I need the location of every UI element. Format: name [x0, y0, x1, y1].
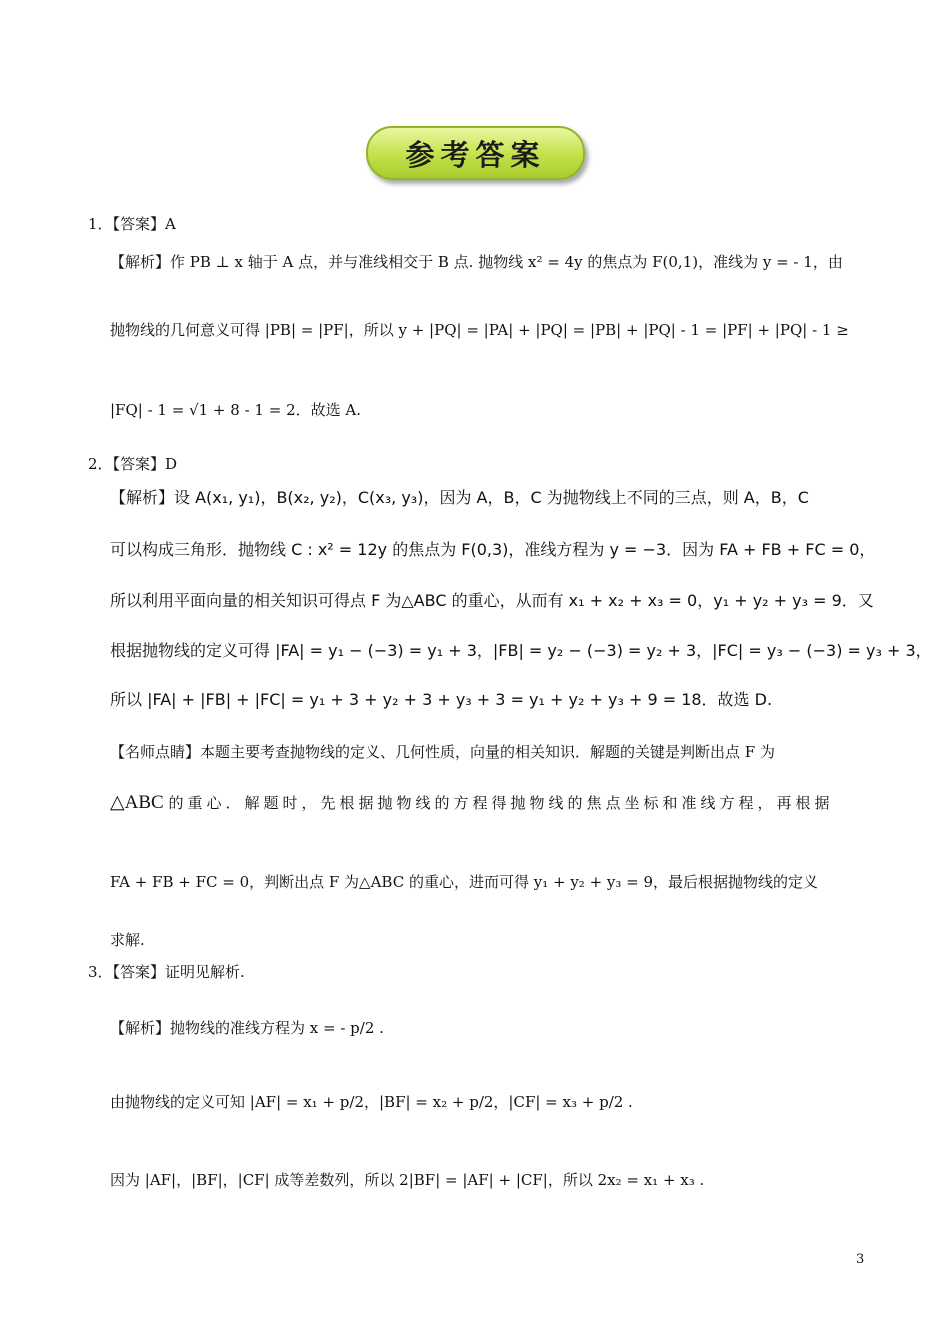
q2-analysis-4: 根据抛物线的定义可得 |FA| = y₁ − (−3) = y₁ + 3，|FB| = y₂ − (−3) = y₂ + 3，|FC| = y₃ − (−3) = y₃ + 3， [110, 641, 932, 660]
q1-analysis-1: 【解析】作 PB ⊥ x 轴于 A 点，并与准线相交于 B 点. 抛物线 x² = 4y 的焦点为 F(0,1)，准线为 y = - 1，由 [110, 253, 843, 271]
q2-tips-2-text: 的重心．解题时，先根据抛物线的方程得抛物线的焦点坐标和准线方程，再根据 [168, 794, 834, 812]
q3-analysis-1: 【解析】抛物线的准线方程为 x = - p/2 . [110, 1019, 384, 1037]
q3-analysis-3: 因为 |AF|，|BF|，|CF| 成等差数列，所以 2|BF| = |AF| + |CF|，所以 2x₂ = x₁ + x₃ . [110, 1171, 705, 1189]
q2-analysis-1: 【解析】设 A(x₁, y₁)，B(x₂, y₂)，C(x₃, y₃)，因为 A，B，C 为抛物线上不同的三点，则 A，B，C [110, 488, 809, 507]
q2-tips-4: 求解. [110, 931, 145, 949]
q2-analysis-5: 所以 |FA| + |FB| + |FC| = y₁ + 3 + y₂ + 3 + y₃ + 3 = y₁ + y₂ + y₃ + 9 = 18．故选 D. [110, 690, 773, 709]
answer-title: 参考答案 [405, 137, 546, 172]
q1-answer: 1．【答案】A [88, 215, 176, 233]
q2-tips-2-math: △ABC [110, 792, 164, 813]
page-number: 3 [856, 1252, 865, 1267]
answer-title-banner [366, 126, 585, 180]
q2-analysis-3: 所以利用平面向量的相关知识可得点 F 为△ABC 的重心，从而有 x₁ + x₂ + x₃ = 0，y₁ + y₂ + y₃ = 9．又 [110, 591, 874, 610]
q3-analysis-2: 由抛物线的定义可知 |AF| = x₁ + p/2，|BF| = x₂ + p/2，|CF| = x₃ + p/2 . [110, 1093, 633, 1111]
q2-tips-3: FA + FB + FC = 0，判断出点 F 为△ABC 的重心，进而可得 y₁ + y₂ + y₃ = 9，最后根据抛物线的定义 [110, 873, 819, 891]
q3-answer: 3．【答案】证明见解析. [88, 963, 245, 981]
q2-tips-1: 【名师点睛】本题主要考查抛物线的定义、几何性质，向量的相关知识．解题的关键是判断出点 F 为 [110, 743, 775, 761]
q2-tips-2 [110, 793, 833, 813]
q1-analysis-2: 抛物线的几何意义可得 |PB| = |PF|，所以 y + |PQ| = |PA| + |PQ| = |PB| + |PQ| - 1 = |PF| + |PQ| - 1 ≥ [110, 321, 849, 339]
q2-answer: 2．【答案】D [88, 455, 178, 473]
q1-analysis-3: |FQ| - 1 = √1 + 8 - 1 = 2．故选 A. [110, 401, 361, 419]
q2-analysis-2: 可以构成三角形．抛物线 C : x² = 12y 的焦点为 F(0,3)，准线方程为 y = −3．因为 FA + FB + FC = 0， [110, 540, 876, 559]
